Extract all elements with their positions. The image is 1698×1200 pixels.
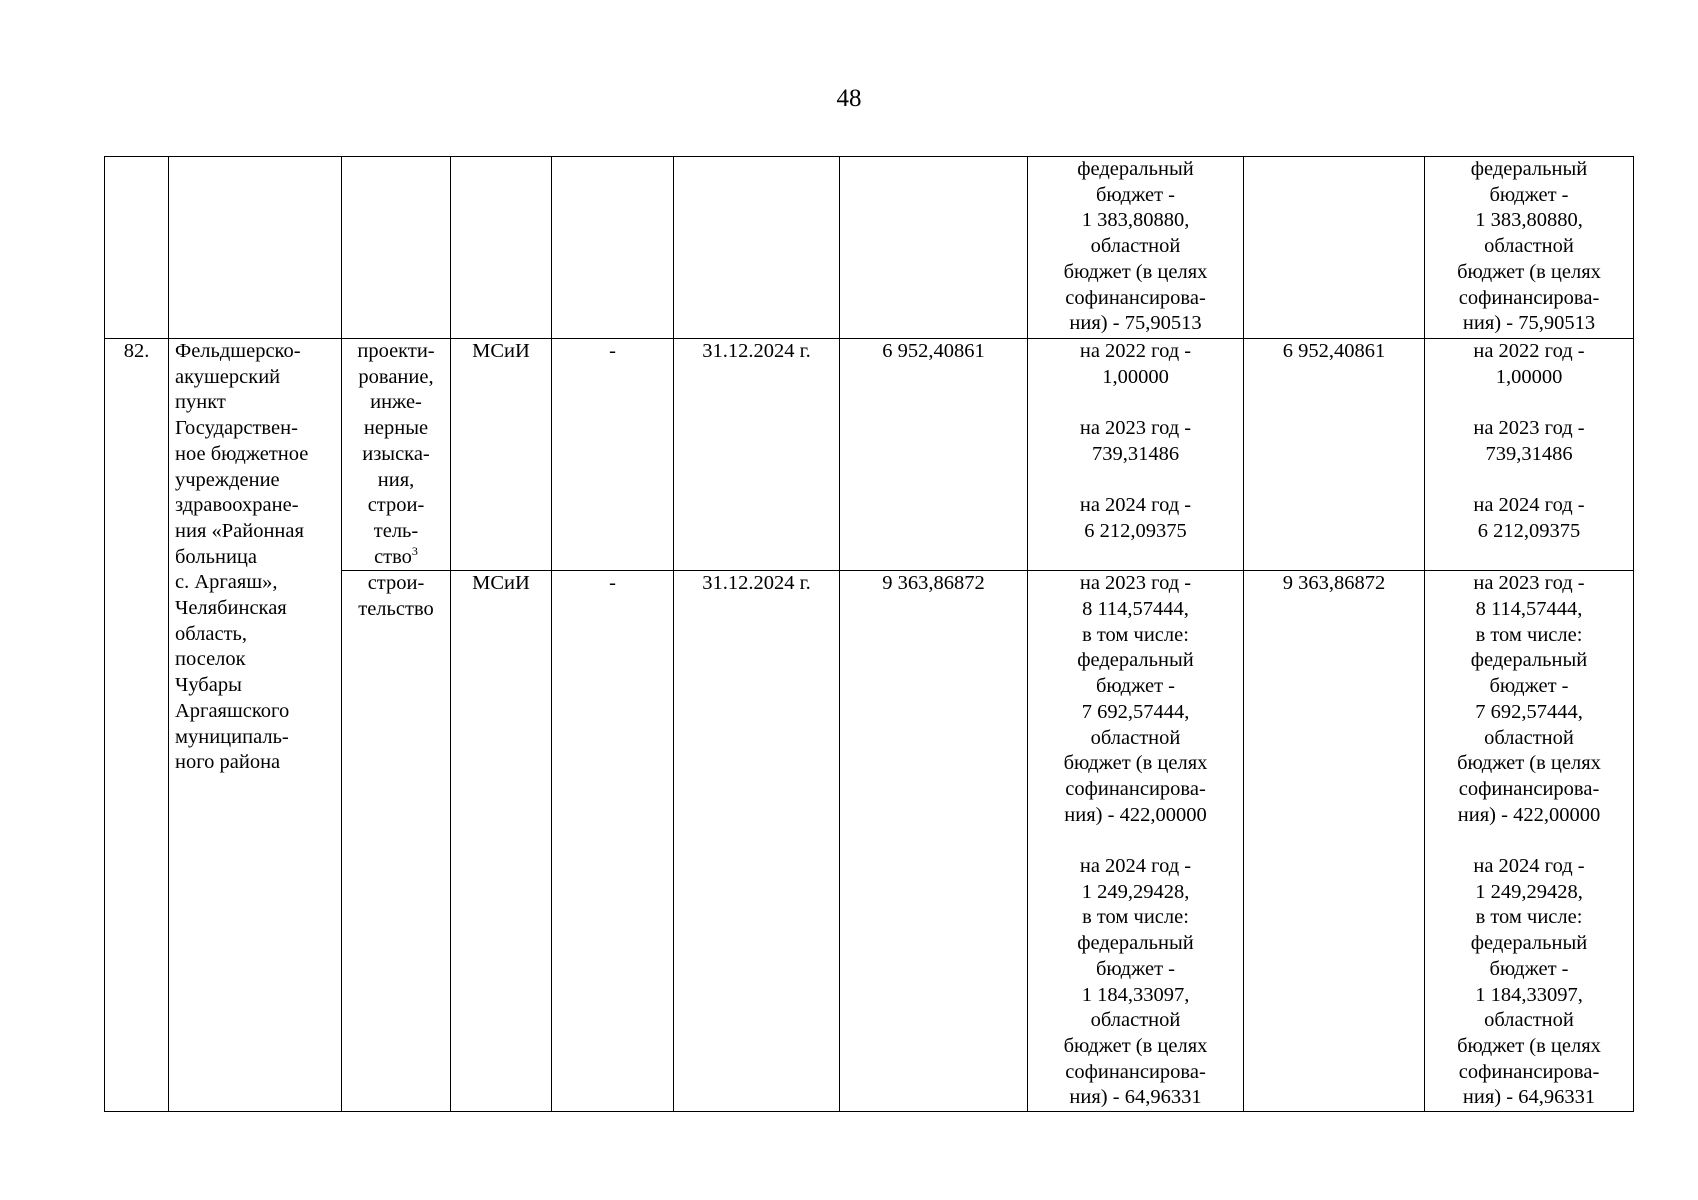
cell-empty (552, 157, 674, 339)
funding-plan-cell: на 2022 год - 1,00000 на 2023 год - 739,31486 на 2024 год - 6 212,09375 (1028, 339, 1244, 571)
capacity-cell: - (552, 339, 674, 571)
investment-objects-table (104, 156, 1634, 1112)
deadline-cell: 31.12.2024 г. (674, 571, 840, 1112)
work-type-cell (342, 339, 451, 571)
capacity-cell: - (552, 571, 674, 1112)
cell-empty (674, 157, 840, 339)
cell-empty (840, 157, 1028, 339)
work-type-cell: строи- тельство (342, 571, 451, 1112)
object-name-cell: Фельдшерско- акушерский пункт Государствен- ное бюджетное учреждение здравоохране- ния «Районная больница с. Аргаяш», Челябинская область, поселок Чубары Аргаяшского муниципаль- ного района (169, 339, 342, 1112)
funding-total-cell: федеральный бюджет - 1 383,80880, областной бюджет (в целях софинансирова- ния) - 75,90513 (1425, 157, 1634, 339)
table-row (105, 339, 1634, 571)
work-type-text: проекти- рование, инже- нерные изыска- ния, строи- тель- ство (357, 340, 435, 568)
funding-plan-cell: федеральный бюджет - 1 383,80880, областной бюджет (в целях софинансирова- ния) - 75,90513 (1028, 157, 1244, 339)
cell-empty (1244, 157, 1425, 339)
agency-cell: МСиИ (451, 339, 552, 571)
continuation-row (105, 157, 1634, 339)
allocated-cost-cell: 6 952,40861 (1244, 339, 1425, 571)
cell-empty (105, 157, 169, 339)
funding-plan-cell: на 2023 год - 8 114,57444, в том числе: федеральный бюджет - 7 692,57444, областной бюджет (в целях софинансирова- ния) - 422,00000 на 2024 год - 1 249,29428, в том числе: федеральный бюджет - 1 184,33097, областной бюджет (в целях софинансирова- ния) - 64,96331 (1028, 571, 1244, 1112)
funding-total-cell: на 2022 год - 1,00000 на 2023 год - 739,31486 на 2024 год - 6 212,09375 (1425, 339, 1634, 571)
agency-cell: МСиИ (451, 571, 552, 1112)
cell-empty (451, 157, 552, 339)
cell-empty (342, 157, 451, 339)
deadline-cell: 31.12.2024 г. (674, 339, 840, 571)
entry-number-cell: 82. (105, 339, 169, 1112)
estimated-cost-cell: 6 952,40861 (840, 339, 1028, 571)
estimated-cost-cell: 9 363,86872 (840, 571, 1028, 1112)
allocated-cost-cell: 9 363,86872 (1244, 571, 1425, 1112)
funding-total-cell: на 2023 год - 8 114,57444, в том числе: федеральный бюджет - 7 692,57444, областной бюджет (в целях софинансирова- ния) - 422,00000 на 2024 год - 1 249,29428, в том числе: федеральный бюджет - 1 184,33097, областной бюджет (в целях софинансирова- ния) - 64,96331 (1425, 571, 1634, 1112)
cell-empty (169, 157, 342, 339)
page-number: 48 (836, 85, 862, 112)
footnote-marker: 3 (411, 543, 418, 558)
